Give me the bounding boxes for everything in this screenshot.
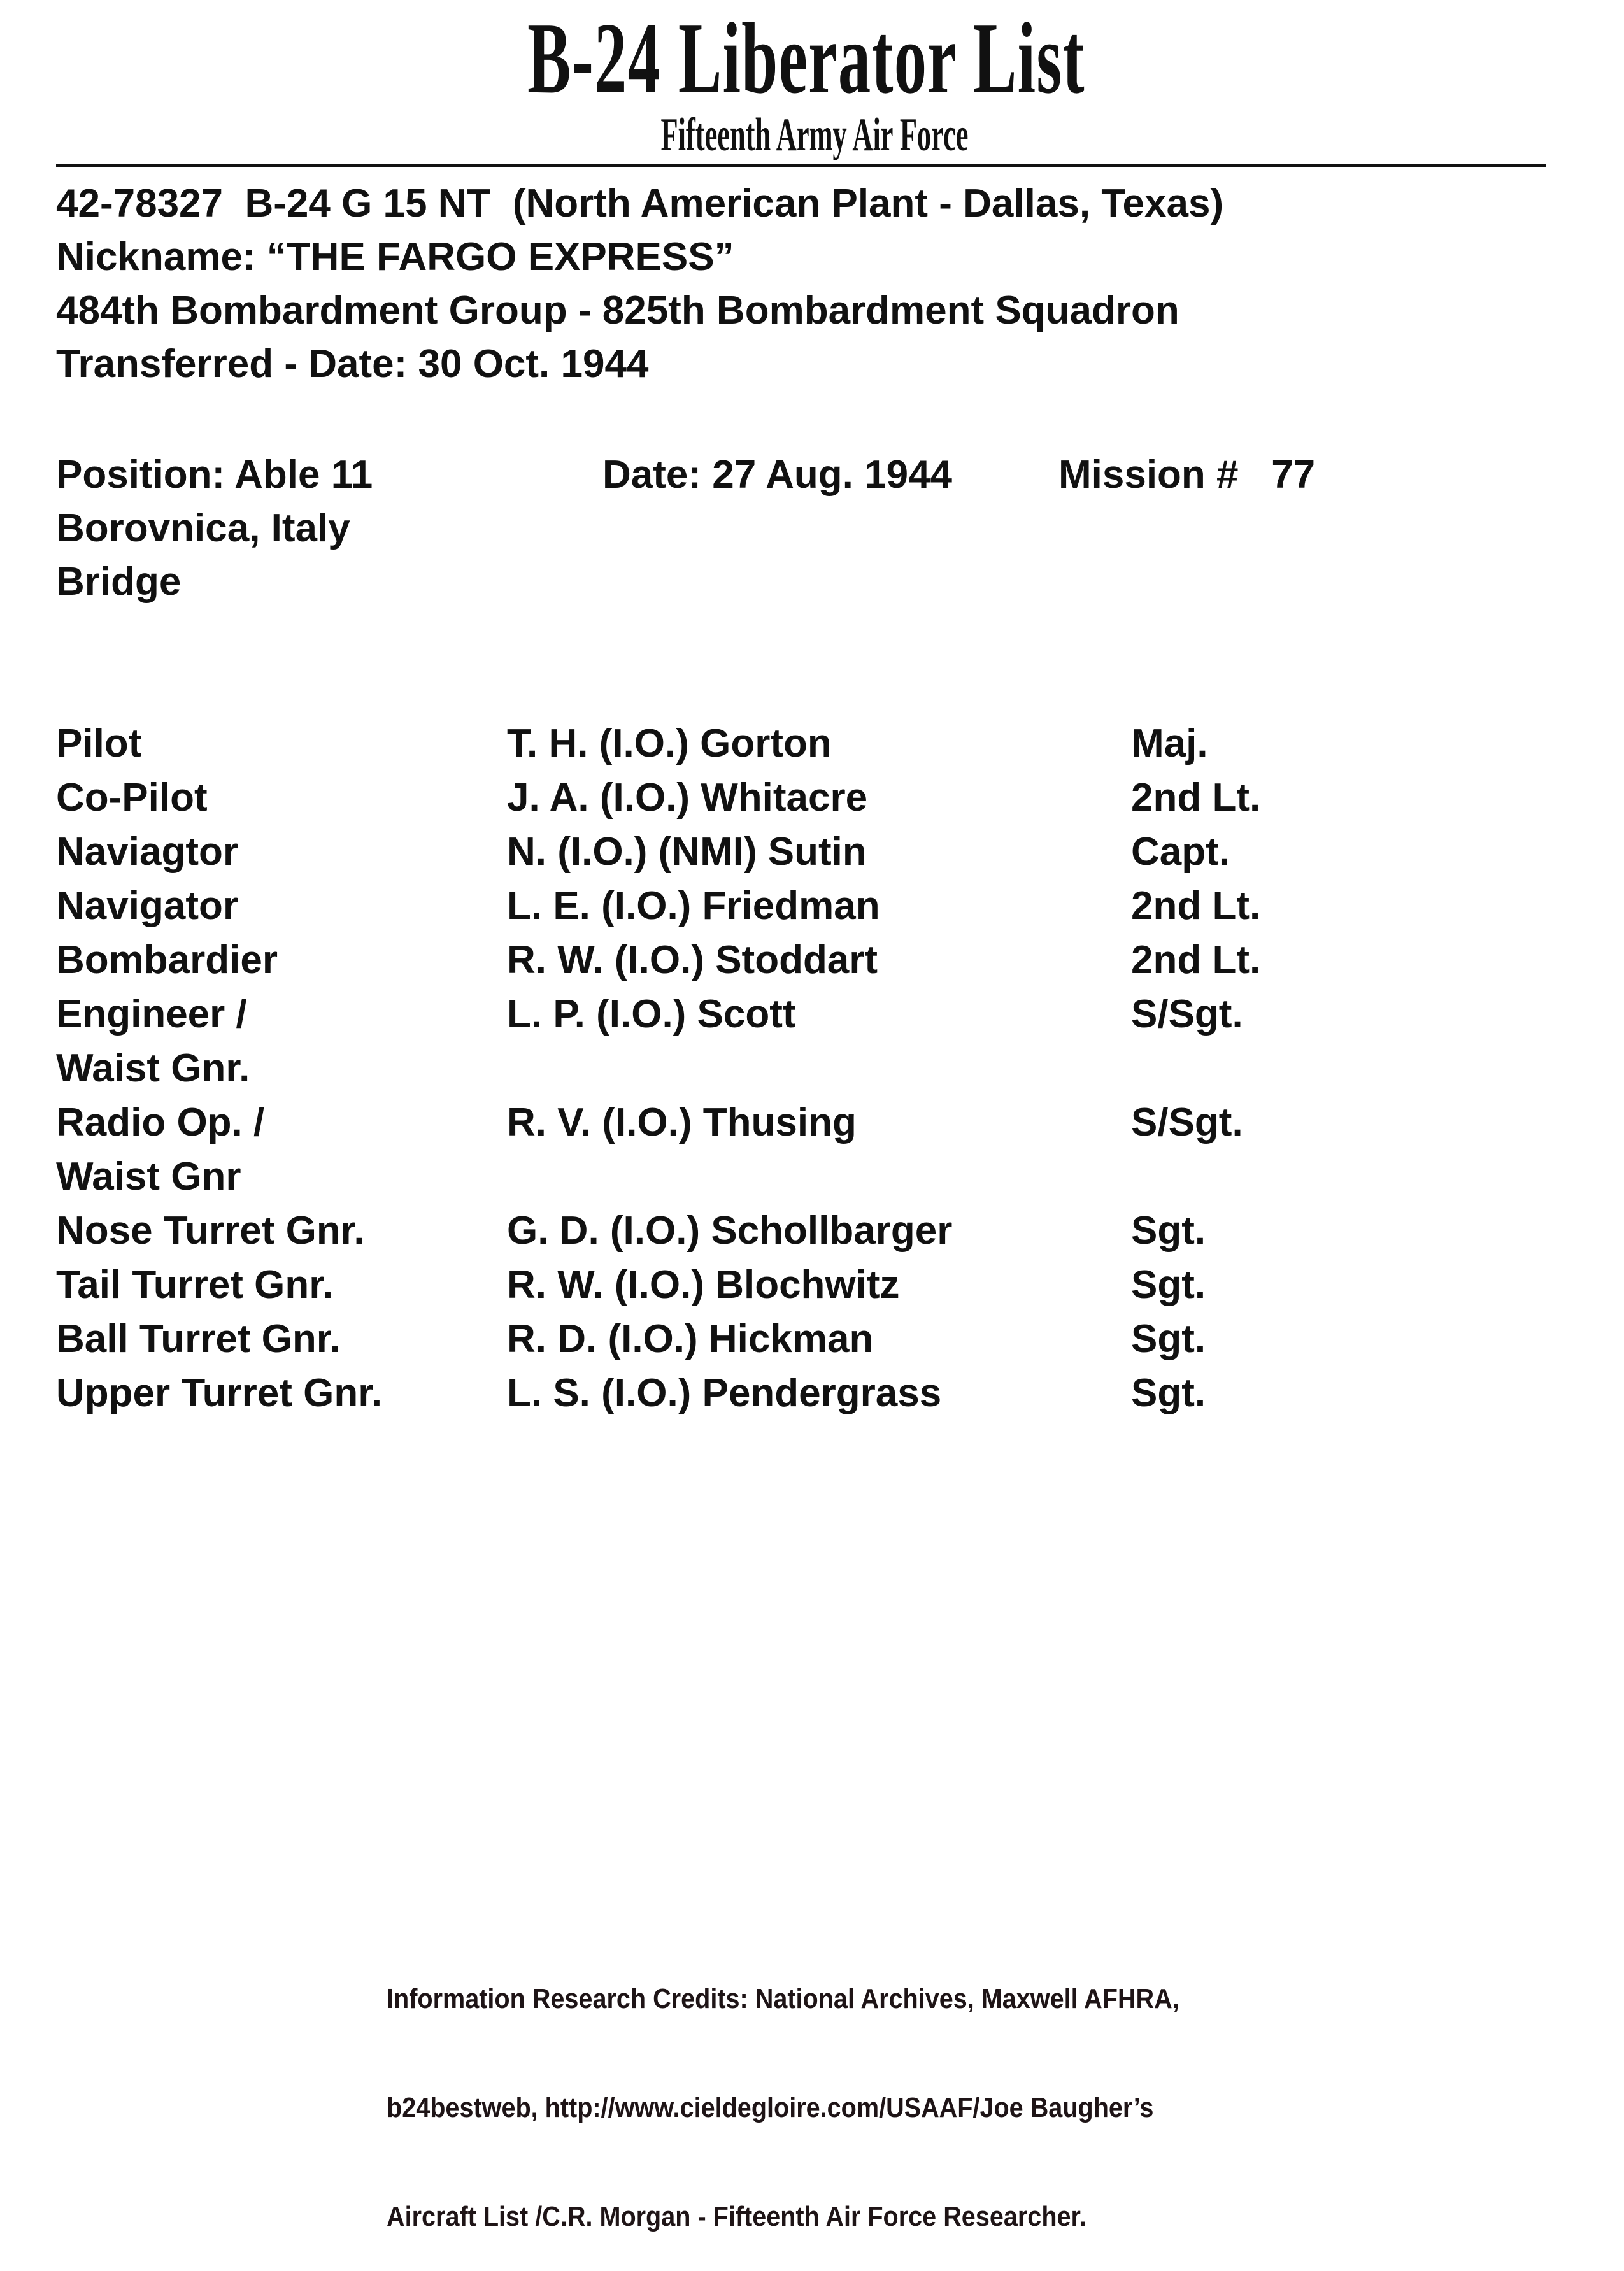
crew-rank: Maj. [1131,722,1208,765]
crew-rank: 2nd Lt. [1131,884,1261,928]
crew-position: Tail Turret Gnr. [56,1263,334,1307]
crew-row [56,933,1585,987]
mission-target: Bridge [56,560,182,604]
unit-line: 484th Bombardment Group - 825th Bombardment Squadron [56,288,1179,332]
crew-name: J. A. (I.O.) Whitacre [507,776,868,820]
crew-position: Bombardier [56,938,278,982]
crew-rank: S/Sgt. [1131,1100,1243,1144]
crew-list [56,716,1585,1420]
crew-row [56,879,1585,933]
crew-position: Radio Op. / Waist Gnr [56,1100,265,1199]
crew-rank: 2nd Lt. [1131,776,1261,820]
crew-position: Engineer / Waist Gnr. [56,992,250,1090]
crew-row [56,716,1585,771]
crew-name: L. E. (I.O.) Friedman [507,884,880,928]
mission-date: Date: 27 Aug. 1944 [602,453,953,497]
research-credits [387,1908,1179,2271]
crew-name: L. S. (I.O.) Pendergrass [507,1371,942,1415]
credits-line-3: Aircraft List /C.R. Morgan - Fifteenth Air Force Researcher. [387,2201,1086,2232]
crew-rank: 2nd Lt. [1131,938,1261,982]
crew-rank: Sgt. [1131,1209,1206,1253]
mission-location: Borovnica, Italy [56,506,350,550]
crew-position: Navigator [56,884,238,928]
crew-position: Pilot [56,722,142,765]
crew-row [56,1366,1585,1420]
crew-name: T. H. (I.O.) Gorton [507,722,832,765]
crew-name: L. P. (I.O.) Scott [507,992,796,1036]
header-divider [56,164,1546,167]
crew-rank: Capt. [1131,830,1230,874]
credits-line-2: b24bestweb, http://www.cieldegloire.com/USAAF/Joe Baugher’s [387,2092,1154,2123]
mission-position: Position: Able 11 [56,453,373,497]
serial-line: 42-78327 B-24 G 15 NT (North American Plant - Dallas, Texas) [56,182,1224,225]
page-title: B-24 Liberator List [527,1,1085,115]
crew-position: Upper Turret Gnr. [56,1371,383,1415]
mission-number: Mission # 77 [1058,453,1316,497]
crew-row [56,1312,1585,1366]
crew-position: Ball Turret Gnr. [56,1317,341,1361]
crew-position: Co-Pilot [56,776,208,820]
crew-rank: Sgt. [1131,1317,1206,1361]
transfer-line: Transferred - Date: 30 Oct. 1944 [56,342,649,386]
crew-row [56,825,1585,879]
crew-row [56,1204,1585,1258]
crew-rank: S/Sgt. [1131,992,1243,1036]
page-subtitle: Fifteenth Army Air Force [660,109,969,161]
crew-name: G. D. (I.O.) Schollbarger [507,1209,953,1253]
crew-name: N. (I.O.) (NMI) Sutin [507,830,867,874]
crew-position: Naviagtor [56,830,238,874]
crew-name: R. V. (I.O.) Thusing [507,1100,857,1144]
crew-rank: Sgt. [1131,1371,1206,1415]
nickname-line: Nickname: “THE FARGO EXPRESS” [56,235,734,279]
crew-rank: Sgt. [1131,1263,1206,1307]
crew-name: R. W. (I.O.) Blochwitz [507,1263,900,1307]
crew-name: R. D. (I.O.) Hickman [507,1317,874,1361]
crew-row [56,1258,1585,1312]
crew-position: Nose Turret Gnr. [56,1209,365,1253]
crew-row [56,987,1585,1095]
crew-row [56,1095,1585,1204]
credits-line-1: Information Research Credits: National Archives, Maxwell AFHRA, [387,1983,1179,2014]
crew-name: R. W. (I.O.) Stoddart [507,938,878,982]
crew-row [56,771,1585,825]
